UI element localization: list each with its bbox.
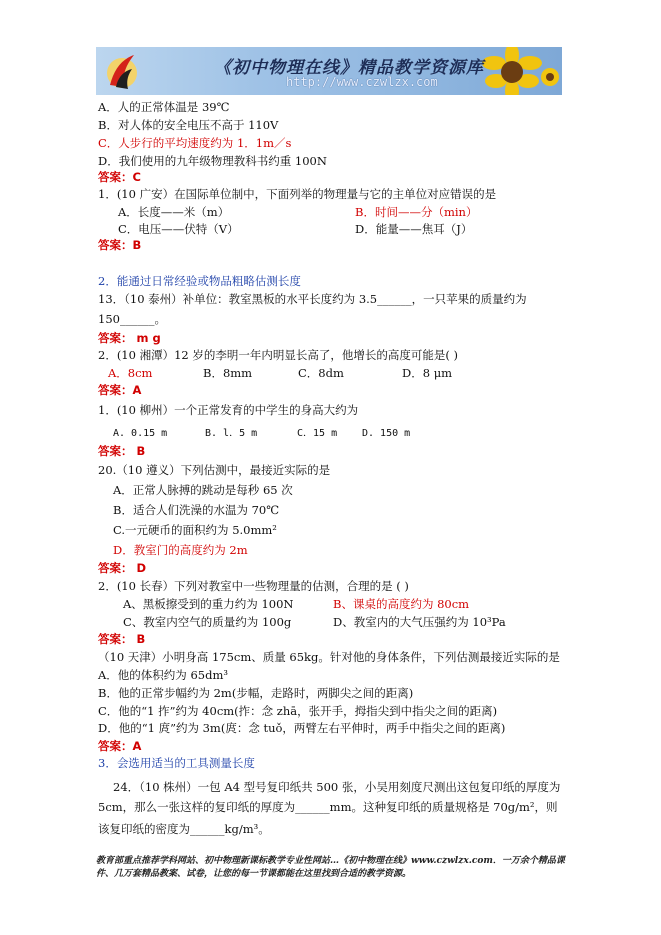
text-line: 1．(10 广安）在国际单位制中，下面列举的物理量与它的主单位对应错误的是 xyxy=(98,187,497,201)
text-line: 2．(10 湘潭）12 岁的李明一年内明显长高了，他增长的高度可能是( ) xyxy=(98,348,459,362)
text-line: B．他的正常步幅约为 2m(步幅，走路时，两脚尖之间的距离) xyxy=(98,686,414,700)
text-line: 答案：B xyxy=(98,238,142,252)
text-line: 20.（10 遵义）下列估测中，最接近实际的是 xyxy=(98,463,331,477)
text-line: B. l．5 m xyxy=(205,428,258,439)
text-line: D. 150 m xyxy=(362,428,411,439)
text-line: B．时间——分（min） xyxy=(355,205,478,219)
text-line: 答案： D xyxy=(98,561,147,575)
text-line: A．正常人脉搏的跳动是每秒 65 次 xyxy=(113,483,293,497)
text-line: D、教室内的大气压强约为 10³Pa xyxy=(333,615,506,629)
text-line: 5cm，那么一张这样的复印纸的厚度为______mm。这种复印纸的质量规格是 70g/m²，则 xyxy=(98,800,558,814)
text-line: A．长度——米（m） xyxy=(118,205,230,219)
text-line: 2．(10 长春）下列对教室中一些物理量的估测，合理的是 ( ) xyxy=(98,579,409,593)
text-line: C．人步行的平均速度约为 1．1m／s xyxy=(98,136,292,150)
text-line: C.一元硬币的面积约为 5.0mm² xyxy=(113,523,277,537)
text-line: 24．（10 株州）一包 A4 型号复印纸共 500 张，小吴用刻度尺测出这包复印纸的厚度为 xyxy=(113,780,561,794)
footer-note: 教育部重点推荐学科网站、初中物理新课标教学专业性网站…《初中物理在线》www.czwlzx.com．一万余个精品课件、几万套精品教案、试卷，让您的每一节课都能在这里找到合适的教学资源。 xyxy=(96,856,565,879)
text-line: C．他的“1 拃”约为 40cm(拃：念 zhā，张开手，拇指尖到中指尖之间的距离) xyxy=(98,704,498,718)
banner-url[interactable]: http://www.czwlzx.com xyxy=(286,75,438,89)
text-line: A．8cm xyxy=(108,366,153,380)
text-line: 答案： m g xyxy=(98,331,161,345)
text-line: A．他的体积约为 65dm³ xyxy=(98,668,228,682)
text-line: 答案：A xyxy=(98,383,142,397)
text-line: D．我们使用的九年级物理教科书约重 100N xyxy=(98,154,327,168)
text-line: 答案：C xyxy=(98,170,141,184)
text-line: 该复印纸的密度为______kg/m³。 xyxy=(98,822,270,836)
text-line: B．8mm xyxy=(203,366,253,380)
text-line: A. 0.15 m xyxy=(113,428,168,439)
text-line: 答案： B xyxy=(98,632,146,646)
text-line: （10 天津）小明身高 175cm、质量 65kg。针对他的身体条件，下列估测最接近实际的是 xyxy=(98,650,560,664)
text-line: C．8dm xyxy=(298,366,344,380)
text-line: B、课桌的高度约为 80cm xyxy=(333,597,470,611)
text-line: 1．(10 柳州）一个正常发育的中学生的身高大约为 xyxy=(98,403,359,417)
logo-icon xyxy=(104,51,140,91)
text-line: D．教室门的高度约为 2m xyxy=(113,543,248,557)
text-line: C．15 m xyxy=(297,428,338,439)
text-line: C．电压——伏特（V） xyxy=(118,222,239,236)
text-line: C、教室内空气的质量约为 100g xyxy=(123,615,292,629)
text-line: 150______。 xyxy=(98,312,166,326)
text-line: 答案：A xyxy=(98,739,142,753)
header-banner xyxy=(96,47,562,95)
text-line: 3．会选用适当的工具测量长度 xyxy=(98,756,255,770)
text-line: D．能量——焦耳（J） xyxy=(355,222,473,236)
text-line: 13．（10 泰州）补单位：教室黑板的水平长度约为 3.5______，一只苹果的质量约为 xyxy=(98,292,527,306)
text-line: B．对人体的安全电压不高于 110V xyxy=(98,118,279,132)
text-line: A．人的正常体温是 39℃ xyxy=(98,100,230,114)
text-line: 答案： B xyxy=(98,444,146,458)
sunflower-icon xyxy=(472,47,562,95)
text-line: D．他的“1 庹”约为 3m(庹：念 tuǒ，两臂左右平伸时，两手中指尖之间的距离) xyxy=(98,721,506,735)
text-line: B．适合人们洗澡的水温为 70℃ xyxy=(113,503,280,517)
text-line: 2．能通过日常经验或物品粗略估测长度 xyxy=(98,274,301,288)
banner-title: 《初中物理在线》精品教学资源库 xyxy=(214,58,484,78)
text-line: A、黑板擦受到的重力约为 100N xyxy=(123,597,294,611)
text-line: D．8 μm xyxy=(402,366,453,380)
